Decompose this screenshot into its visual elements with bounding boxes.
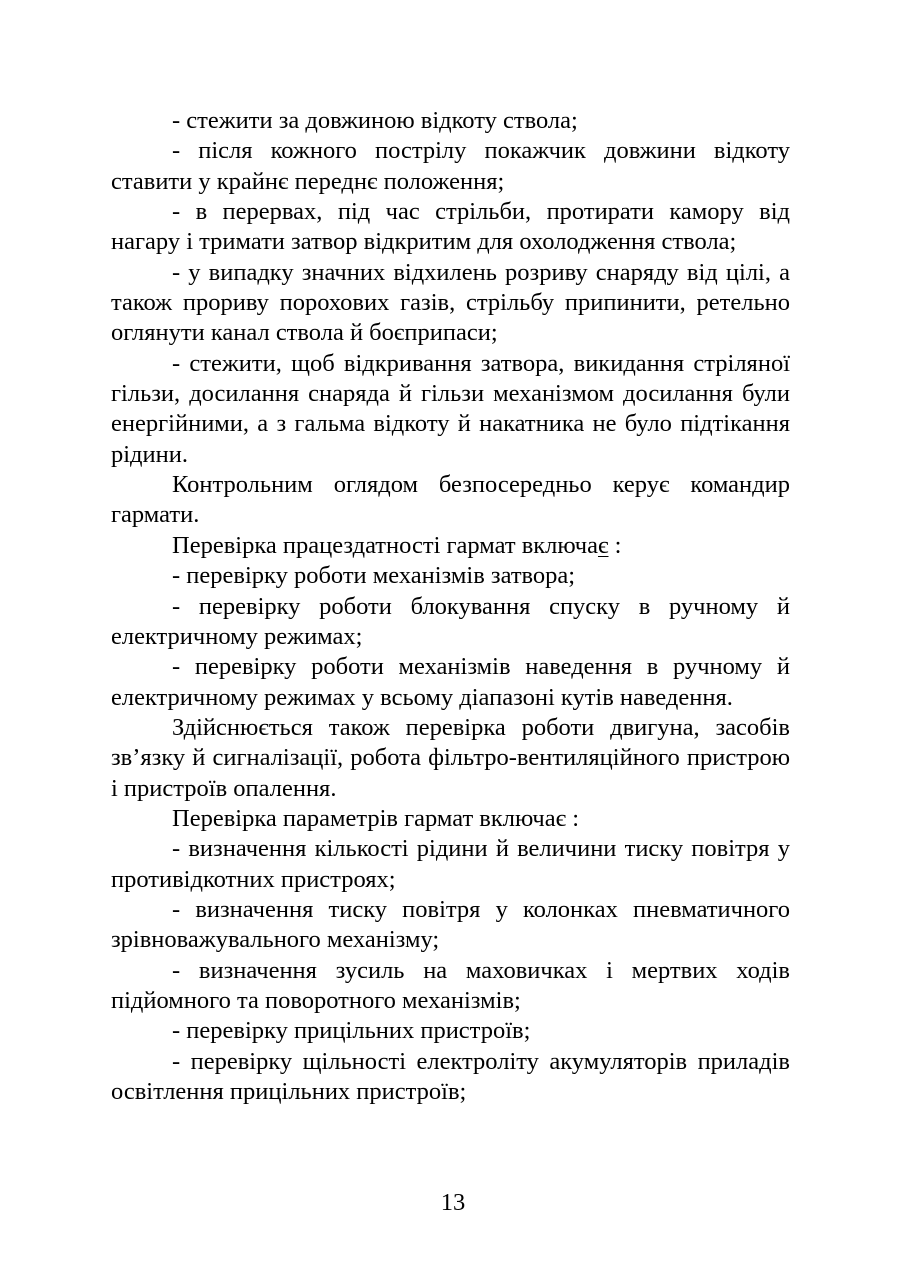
paragraph: - стежити, щоб відкривання затвора, викидання стріляної гільзи, досилання снаряда й гільзи механізмом досилання були енергійними, а з гальма відкоту й накатника не було підтікання рідини. [111,349,790,468]
paragraph: - визначення тиску повітря у колонках пневматичного зрівноважувального механізму; [111,895,790,954]
paragraph: - у випадку значних відхилень розриву снаряду від цілі, а також прориву порохових газів, стрільбу припинити, ретельно оглянути канал ствола й боєприпаси; [111,258,790,347]
paragraph: Контрольним оглядом безпосередньо керує командир гармати. [111,471,790,529]
page-body [111,106,790,1107]
underlined-letter: є [597,531,609,559]
paragraph: - стежити за довжиною відкоту ствола; [172,107,578,134]
paragraph: - в перервах, під час стрільби, протирати камору від нагару і тримати затвор відкритим для охолодження ствола; [111,198,790,256]
paragraph: - визначення зусиль на маховичках і мертвих ходів підйомного та поворотного механізмів; [111,956,790,1014]
paragraph: - визначення кількості рідини й величини тиску повітря у противідкотних пристроях; [111,835,790,893]
paragraph: - перевірку роботи блокування спуску в ручному й електричному режимах; [111,592,790,650]
paragraph-text: Перевірка працездатності гармат включа [172,531,598,559]
paragraph: - перевірку прицільних пристроїв; [172,1017,531,1045]
paragraph: - перевірку роботи механізмів затвора; [172,562,576,590]
paragraph: Здійснюється також перевірка роботи двигуна, засобів зв’язку й сигналізації, робота фільтро-вентиляційного пристрою і пристроїв опалення. [111,713,790,802]
paragraph: - після кожного пострілу покажчик довжини відкоту ставити у крайнє переднє положення; [111,137,790,195]
paragraph-text: : [608,531,622,559]
paragraph: - перевірку щільності електроліту акумуляторів приладів освітлення прицільних пристроїв; [111,1047,790,1105]
page-number: 13 [440,1189,466,1216]
paragraph: - перевірку роботи механізмів наведення в ручному й електричному режимах у всьому діапазоні кутів наведення. [111,653,790,711]
paragraph [111,531,790,561]
paragraph: Перевірка параметрів гармат включає : [172,804,580,832]
